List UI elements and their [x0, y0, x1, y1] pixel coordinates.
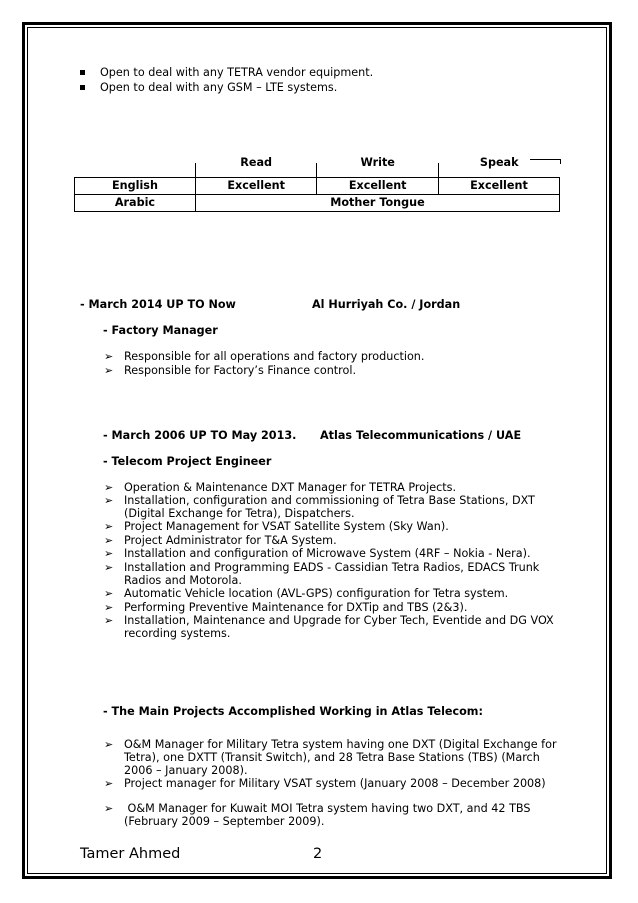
- bullet-text: Open to deal with any TETRA vendor equipment.: [100, 66, 374, 79]
- arrow-bullet-icon: ➢: [104, 802, 114, 815]
- project-text: O&M Manager for Military Tetra system having one DXT (Digital Exchange for: [124, 738, 557, 751]
- duty-text: Installation, Maintenance and Upgrade for Cyber Tech, Eventide and DG VOX: [124, 614, 554, 627]
- table-header-row: [75, 163, 560, 178]
- header-cell: Read: [195, 163, 317, 178]
- arrow-bullet-icon: ➢: [104, 547, 114, 560]
- level-cell: Excellent: [317, 178, 439, 195]
- arrow-bullet-icon: ➢: [104, 738, 114, 751]
- duty-text: Project Management for VSAT Satellite System (Sky Wan).: [124, 520, 449, 533]
- duty-text: Operation & Maintenance DXT Manager for TETRA Projects.: [124, 481, 457, 494]
- project-text: Tetra), one DXTT (Transit Switch), and 28 Tetra Base Stations (TBS) (March: [124, 751, 540, 764]
- bullet-text: Open to deal with any GSM – LTE systems.: [100, 81, 338, 94]
- arrow-bullet-icon: ➢: [104, 350, 114, 363]
- header-cell: Speak: [438, 163, 559, 178]
- arrow-bullet-icon: ➢: [104, 494, 114, 507]
- level-cell: Excellent: [195, 178, 317, 195]
- job-company: Atlas Telecommunications / UAE: [320, 429, 522, 442]
- table-row: [75, 195, 560, 212]
- table-row: [75, 178, 560, 195]
- level-cell: Excellent: [438, 178, 559, 195]
- duty-text: Installation, configuration and commissioning of Tetra Base Stations, DXT: [124, 494, 535, 507]
- language-table: [74, 156, 560, 212]
- job-period: - March 2006 UP TO May 2013.: [103, 429, 297, 442]
- arrow-bullet-icon: ➢: [104, 481, 114, 494]
- job-title: - Telecom Project Engineer: [103, 455, 272, 468]
- footer-name: Tamer Ahmed: [80, 846, 181, 862]
- language-cell: English: [75, 178, 196, 195]
- job-company: Al Hurriyah Co. / Jordan: [312, 298, 461, 311]
- square-bullet-icon: [80, 70, 85, 75]
- job-title: - Factory Manager: [103, 324, 218, 337]
- duty-text: Performing Preventive Maintenance for DXTip and TBS (2&3).: [124, 601, 468, 614]
- project-text: 2006 – January 2008).: [124, 764, 248, 777]
- arrow-bullet-icon: ➢: [104, 364, 114, 377]
- project-text: Project manager for Military VSAT system (January 2008 – December 2008): [124, 777, 546, 790]
- header-cell-empty: [75, 163, 196, 178]
- job-period: - March 2014 UP TO Now: [80, 298, 236, 311]
- duty-text: Installation and configuration of Microwave System (4RF – Nokia - Nera).: [124, 547, 531, 560]
- page-number: 2: [313, 846, 323, 862]
- square-bullet-icon: [80, 85, 85, 90]
- project-text: O&M Manager for Kuwait MOI Tetra system having two DXT, and 42 TBS: [124, 802, 531, 815]
- duty-text: (Digital Exchange for Tetra), Dispatchers.: [124, 507, 355, 520]
- duty-text: Radios and Motorola.: [124, 574, 242, 587]
- arrow-bullet-icon: ➢: [104, 520, 114, 533]
- language-cell: Arabic: [75, 195, 196, 212]
- level-cell: Mother Tongue: [195, 195, 559, 212]
- arrow-bullet-icon: ➢: [104, 534, 114, 547]
- header-cell: Write: [317, 163, 439, 178]
- project-text: (February 2009 – September 2009).: [124, 815, 325, 828]
- arrow-bullet-icon: ➢: [104, 601, 114, 614]
- arrow-bullet-icon: ➢: [104, 561, 114, 574]
- duty-text: Project Administrator for T&A System.: [124, 534, 337, 547]
- duty-text: recording systems.: [124, 627, 231, 640]
- arrow-bullet-icon: ➢: [104, 614, 114, 627]
- arrow-bullet-icon: ➢: [104, 587, 114, 600]
- duty-text: Responsible for Factory’s Finance control.: [124, 364, 357, 377]
- duty-text: Automatic Vehicle location (AVL-GPS) configuration for Tetra system.: [124, 587, 509, 600]
- arrow-bullet-icon: ➢: [104, 777, 114, 790]
- duty-text: Responsible for all operations and factory production.: [124, 350, 425, 363]
- duty-text: Installation and Programming EADS - Cassidian Tetra Radios, EDACS Trunk: [124, 561, 540, 574]
- section-heading: - The Main Projects Accomplished Working in Atlas Telecom:: [103, 705, 483, 718]
